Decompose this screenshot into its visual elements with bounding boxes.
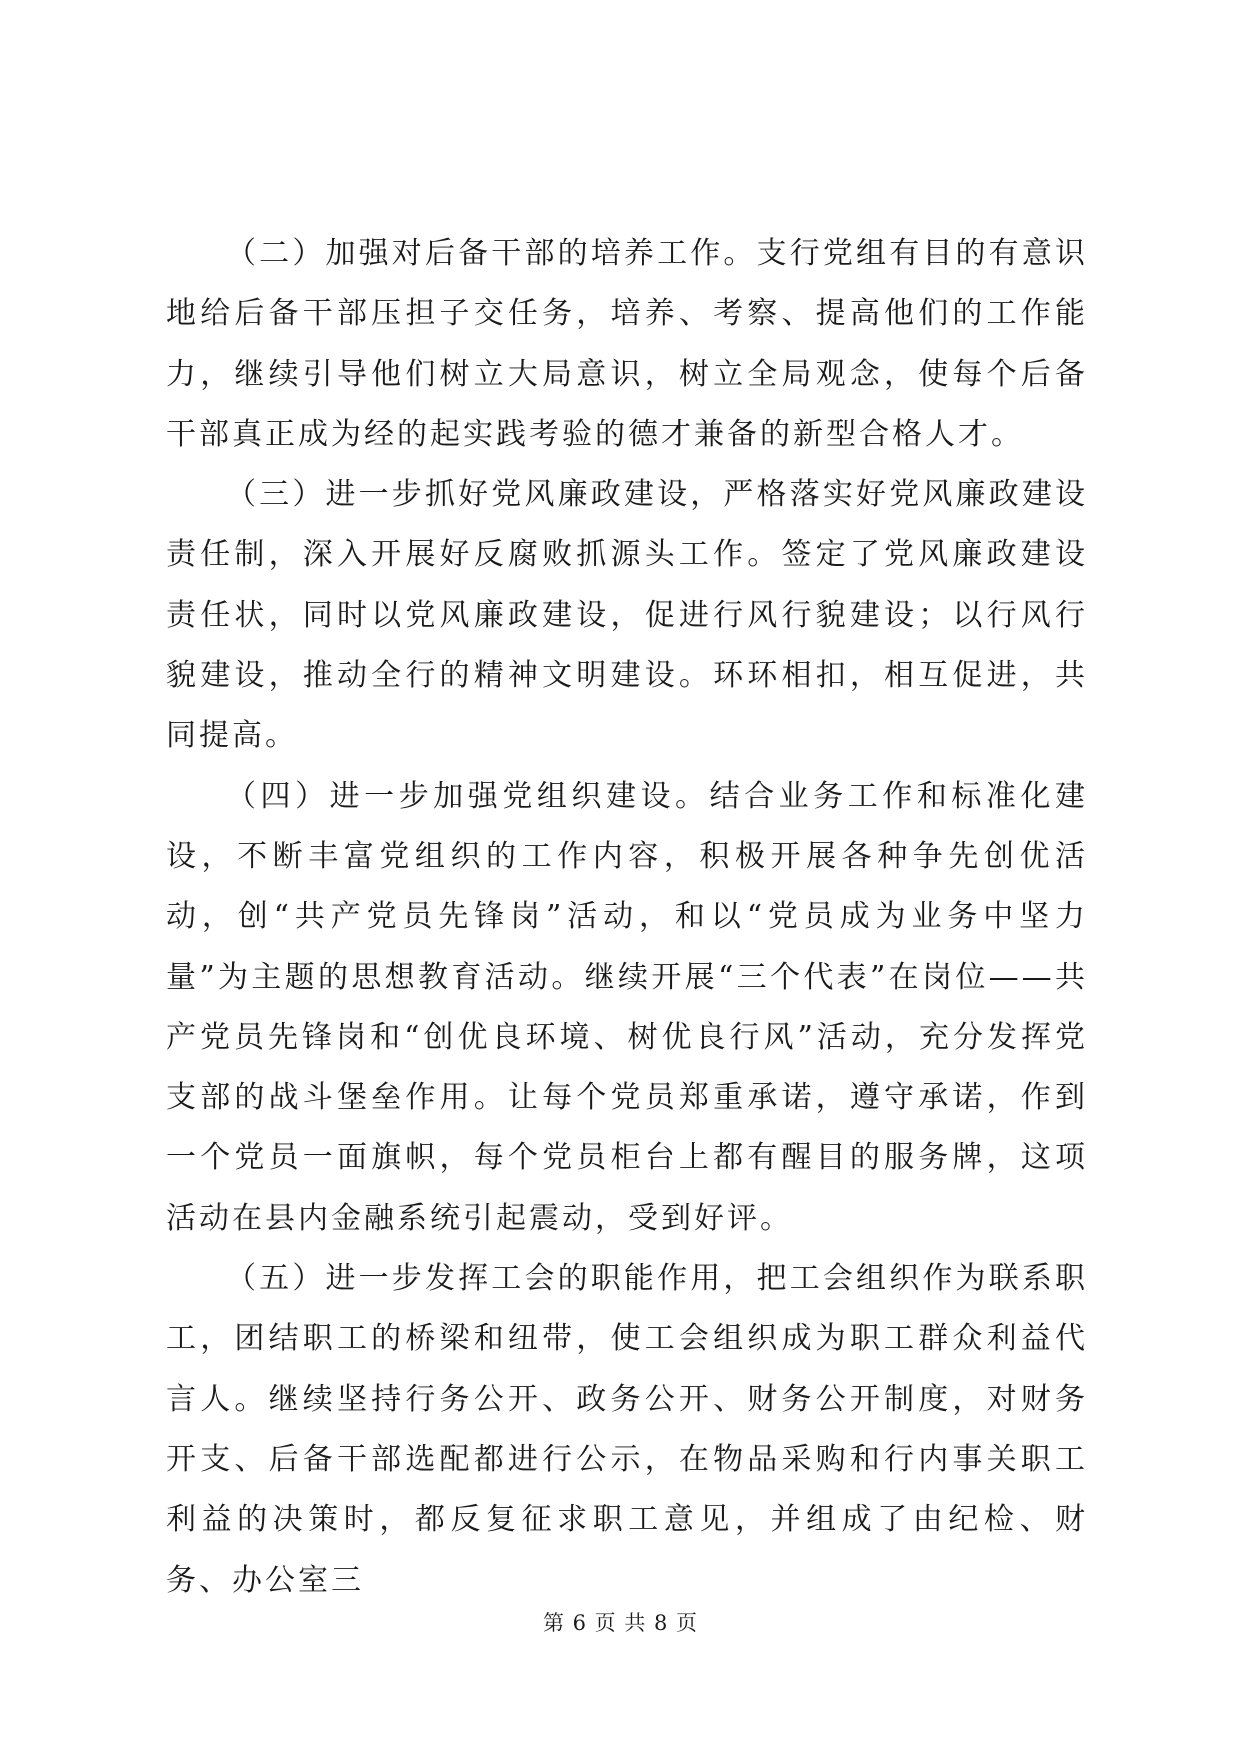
document-body	[166, 224, 1088, 1611]
paragraph-section-2: （二）加强对后备干部的培养工作。支行党组有目的有意识地给后备干部压担子交任务，培养、考察、提高他们的工作能力，继续引导他们树立大局意识，树立全局观念，使每个后备干部真正成为经的起实践考验的德才兼备的新型合格人才。	[166, 236, 1088, 452]
page-number-footer: 第 6 页 共 8 页	[542, 1611, 699, 1635]
paragraph-section-3: （三）进一步抓好党风廉政建设，严格落实好党风廉政建设责任制，深入开展好反腐败抓源头工作。签定了党风廉政建设责任状，同时以党风廉政建设，促进行风行貌建设；以行风行貌建设，推动全行的精神文明建设。环环相扣，相互促进，共同提高。	[166, 477, 1088, 754]
paragraph-section-4: （四）进一步加强党组织建设。结合业务工作和标准化建设，不断丰富党组织的工作内容，积极开展各种争先创优活动，创“共产党员先锋岗”活动，和以“党员成为业务中坚力量”为主题的思想教育活动。继续开展“三个代表”在岗位——共产党员先锋岗和“创优良环境、树优良行风”活动，充分发挥党支部的战斗堡垒作用。让每个党员郑重承诺，遵守承诺，作到一个党员一面旗帜，每个党员柜台上都有醒目的服务牌，这项活动在县内金融系统引起震动，受到好评。	[166, 778, 1088, 1236]
paragraph-section-5: （五）进一步发挥工会的职能作用，把工会组织作为联系职工，团结职工的桥梁和纽带，使工会组织成为职工群众利益代言人。继续坚持行务公开、政务公开、财务公开制度，对财务开支、后备干部选配都进行公示，在物品采购和行内事关职工利益的决策时，都反复征求职工意见，并组成了由纪检、财务、办公室三	[166, 1261, 1088, 1598]
